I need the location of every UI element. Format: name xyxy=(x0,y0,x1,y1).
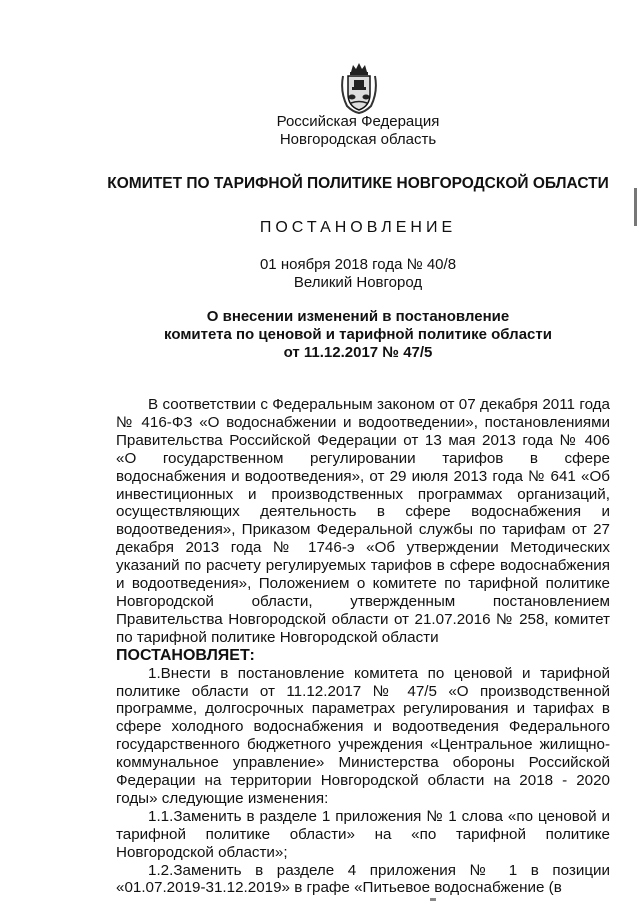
coat-of-arms-emblem xyxy=(339,62,379,114)
item-1-paragraph: 1.Внести в постановление комитета по ценовой и тарифной политике области от 11.12.2017 № 47/5 «О производственной программе, долгосрочных параметрах регулирования и тарифах в сфере холодного водоснабжения и водоотведения Федерального государственного бюджетного учреждения «Центральное жилищно-коммунальное управление» Министерства обороны Российской Федерации на территории Новгородской области на 2018 - 2020 годы» следующие изменения: xyxy=(116,664,610,807)
committee-title: КОМИТЕТ ПО ТАРИФНОЙ ПОЛИТИКЕ НОВГОРОДСКОЙ ОБЛАСТИ xyxy=(107,175,609,192)
document-date-number: 01 ноября 2018 года № 40/8 xyxy=(259,256,457,273)
preamble-paragraph: В соответствии с Федеральным законом от 07 декабря 2011 года № 416-ФЗ «О водоснабжении и водоотведении», постановлениями Правительства Российской Федерации от 13 мая 2013 года № 406 «О государственном регулировании тарифов в сфере водоснабжения и водоотведения», от 29 июля 2013 года № 641 «Об инвестиционных и производственных программах организаций, осуществляющих деятельность в сфере водоснабжения и водоотведения», Приказом Федеральной службы по тарифам от 27 декабря 2013 года № 1746-э «Об утверждении Методических указаний по расчету регулируемых тарифов в сфере водоснабжения и водоотведения», Положением о комитете по тарифной политике Новгородской области, утвержденным постановлением Правительства Новгородской области от 21.07.2016 № 258, комитет по тарифной политике Новгородской области xyxy=(116,396,610,646)
region-name: Новгородская область xyxy=(279,131,437,148)
document-type: ПОСТАНОВЛЕНИЕ xyxy=(259,219,457,236)
resolves-heading: ПОСТАНОВЛЯЕТ: xyxy=(116,646,255,664)
item-1-1-paragraph: 1.1.Заменить в разделе 1 приложения № 1 слова «по ценовой и тарифной политике области» на «по тарифной политике Новгородской области»; xyxy=(116,807,610,861)
title-line-3: от 11.12.2017 № 47/5 xyxy=(283,344,433,361)
title-line-2: комитета по ценовой и тарифной политике области xyxy=(164,326,552,343)
document-body xyxy=(116,396,610,897)
document-title xyxy=(0,308,640,362)
item-1-2-paragraph: 1.2.Заменить в разделе 4 приложения № 1 в позиции «01.07.2019-31.12.2019» в графе «Питьевое водоснабжение (в xyxy=(116,861,610,897)
scan-dot-mark xyxy=(430,898,436,901)
scan-edge-mark xyxy=(634,188,637,226)
country-name: Российская Федерация xyxy=(276,113,440,130)
title-line-1: О внесении изменений в постановление xyxy=(206,308,510,325)
document-city: Великий Новгород xyxy=(293,274,423,291)
